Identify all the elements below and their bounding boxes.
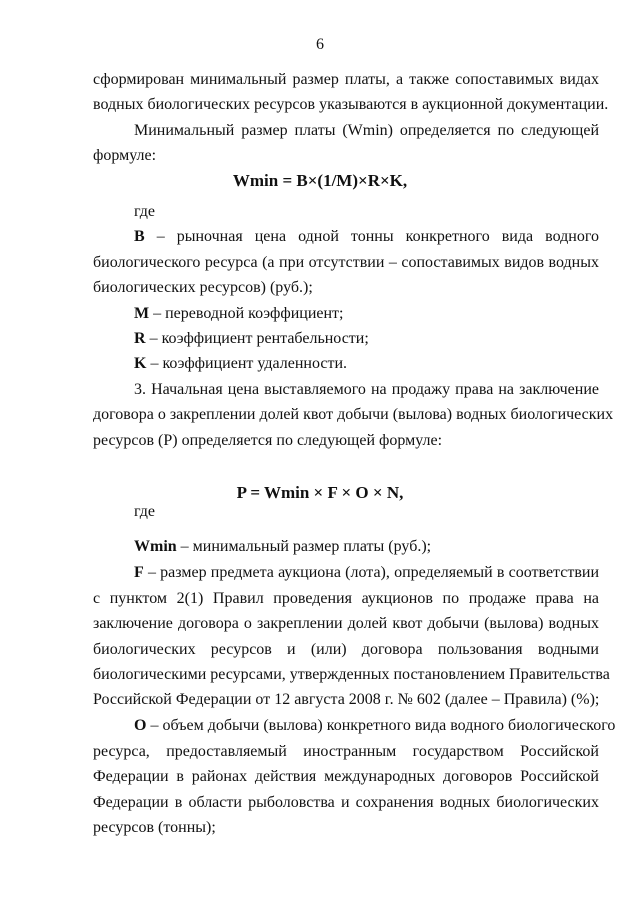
paragraph-line: ресурсов (тонны); xyxy=(93,819,216,836)
definition-o: O – объем добычи (вылова) конкретного вида водного биологического xyxy=(134,717,616,734)
paragraph-line: заключение договора о закреплении долей квот добычи (вылова) водных xyxy=(93,615,599,632)
symbol-k: K xyxy=(134,355,147,372)
symbol-m: M xyxy=(134,305,150,322)
symbol-r: R xyxy=(134,330,146,347)
formula-wmin: Wmin = B×(1/M)×R×K, xyxy=(232,171,408,190)
definition-k: K – коэффициент удаленности. xyxy=(134,355,348,372)
paragraph-line: Федерации в области рыболовства и сохранения водных биологических xyxy=(93,794,599,811)
where-label: где xyxy=(134,203,156,220)
page-number: 6 xyxy=(316,36,324,53)
where-label: где xyxy=(134,503,156,520)
symbol-f: F xyxy=(134,564,144,581)
formula-p: P = Wmin × F × O × N, xyxy=(236,483,404,502)
paragraph-line: Минимальный размер платы (Wmin) определяется по следующей xyxy=(134,122,599,139)
paragraph-line: с пунктом 2(1) Правил проведения аукционов по продаже права на xyxy=(93,590,599,607)
paragraph-line: Российской Федерации от 12 августа 2008 г. № 602 (далее – Правила) (%); xyxy=(93,691,600,708)
definition-b: B – рыночная цена одной тонны конкретного вида водного xyxy=(134,228,599,245)
paragraph-line: ресурса, предоставляемый иностранным государством Российской xyxy=(93,743,599,760)
paragraph-line: формуле: xyxy=(93,147,157,164)
paragraph-line: биологическими ресурсами, утвержденных постановлением Правительства xyxy=(93,666,610,683)
symbol-o: O xyxy=(134,717,147,734)
paragraph-line: водных биологических ресурсов указываются в аукционной документации. xyxy=(93,96,609,113)
definition-wmin: Wmin – минимальный размер платы (руб.); xyxy=(134,538,432,555)
symbol-wmin: Wmin xyxy=(134,538,177,555)
paragraph-line: биологических ресурсов и (или) договора пользования водными xyxy=(93,641,599,658)
paragraph-line: договора о закреплении долей квот добычи (вылова) водных биологических xyxy=(93,406,614,423)
paragraph-line: биологических ресурсов) (руб.); xyxy=(93,279,313,296)
symbol-b: B xyxy=(134,228,145,245)
definition-m: M – переводной коэффициент; xyxy=(134,305,344,322)
paragraph-line: ресурсов (P) определяется по следующей формуле: xyxy=(93,432,443,449)
definition-r: R – коэффициент рентабельности; xyxy=(134,330,369,347)
definition-f: F – размер предмета аукциона (лота), определяемый в соответствии xyxy=(134,564,599,581)
paragraph-line: сформирован минимальный размер платы, а также сопоставимых видах xyxy=(93,71,599,88)
paragraph-line: 3. Начальная цена выставляемого на продажу права на заключение xyxy=(134,381,599,398)
paragraph-line: биологического ресурса (а при отсутствии – сопоставимых видов водных xyxy=(93,254,599,271)
paragraph-line: Федерации в районах действия международных договоров Российской xyxy=(93,768,599,785)
